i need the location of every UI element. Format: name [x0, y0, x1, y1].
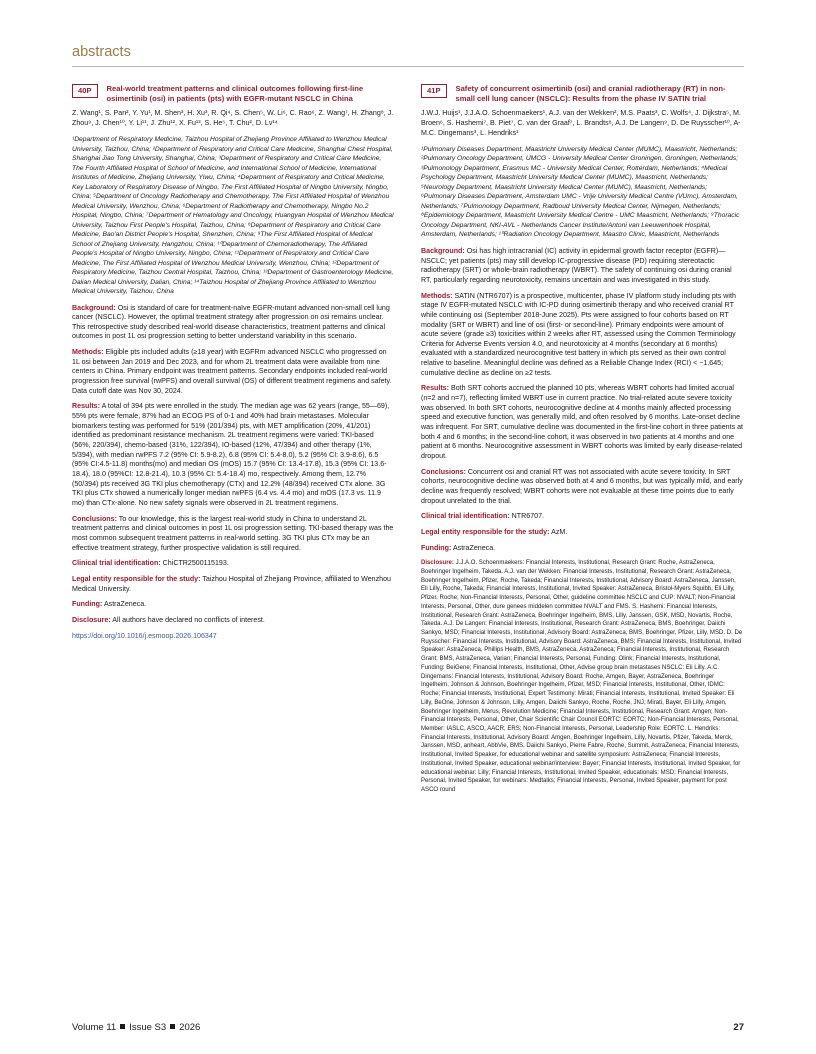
funding-label: Funding: — [421, 543, 452, 552]
conclusions-text: Concurrent osi and cranial RT was not associated with acute severe toxicity. In SRT cohorts, neurocognitive decline was observed both at 4 and 6 months, but was typically mild, and early decline was frequently resolved; WBRT cohorts were not evaluable at these time points due to early dropout unrelated to the trial. — [421, 467, 743, 505]
conclusions-label: Conclusions: — [72, 514, 117, 523]
disclosure-text: All authors have declared no conflicts of interest. — [112, 615, 265, 624]
conclusions-section — [421, 468, 743, 507]
background-label: Background: — [421, 246, 465, 255]
disclosure-section — [72, 616, 394, 626]
methods-section — [421, 292, 743, 379]
methods-text: Eligible pts included adults (≥18 year) with EGFRm advanced NSCLC who progressed on 1L osi between Jan 2019 and Dec 2023, and for whom 2L treatment data were available from nine centers in China. Primary endpoint was treatment patterns. Secondary endpoints included real-world progression free survival (rwPFS) and overall survival (OS) of different treatment regimens and safety. Data cutoff date was Nov 30, 2024. — [72, 348, 392, 395]
abstract-40P — [72, 84, 394, 640]
methods-label: Methods: — [421, 291, 453, 300]
abstract-header — [421, 84, 743, 103]
abstract-title: Safety of concurrent osimertinib (osi) and cranial radiotherapy (RT) in non-small cell lung cancer (NSCLC): Results from the phase IV SATIN trial — [455, 84, 726, 103]
funding-section — [421, 544, 743, 554]
separator-square-icon — [170, 1024, 175, 1029]
volume: Volume 11 — [72, 1022, 117, 1033]
issue: Issue S3 — [129, 1022, 167, 1033]
trial-id-text: NTR6707. — [511, 512, 545, 521]
results-section — [72, 402, 394, 508]
author-list: Z. Wang¹, S. Pan², Y. Yu¹, M. Shen³, H. Xu³, R. Qi⁴, S. Chen⁵, W. Li⁶, C. Rao⁶, Z. Wang⁷, H. Zhang⁸, J. Zhou⁹, J. Chen¹⁰, Y. Li¹¹, J. Zhu¹², X. Fu¹³, S. He⁵, T. Chu², D. Lv¹⁴ — [72, 109, 394, 128]
abstract-id: 40P — [72, 84, 98, 98]
methods-label: Methods: — [72, 348, 104, 357]
legal-entity-section — [72, 575, 394, 594]
funding-section — [72, 600, 394, 610]
affiliations: ¹Department of Respiratory Medicine, Taizhou Hospital of Zhejiang Province Affiliated to Wenzhou Medical University, Taizhou, China; ²Department of Respiratory and Critical Care Medicine, Shanghai Chest Hospital, Shanghai Jiao Tong University, Shanghai, China; ³Department of Respiratory and Critical Care Medicine, The Fourth Affiliated Hospital of School of Medicine, and International School of Medicine, International Institutes of Medicine, Zhejiang University, Yiwu, China; ⁴Department of Respiratory and Critical Medicine, Key Laboratory of Respiratory Disease of Ningbo, The First Affiliated Hospital of Ningbo University, Ningbo, China; ⁵Department of Oncology Radiotherapy and Chemotherapy, The First Affiliated Hospital of Wenzhou Medical University, Wenzhou, China; ⁶Department of Radiotherapy and Chemotherapy, Ningbo No.2 Hospital, Ningbo, China; ⁷Department of Hematology and Oncology, Huangyan Hospital of Wenzhou Medical University, Taizhou First People's Hospital, Taizhou, China; ⁸Department of Respiratory and Critical Care Medicine, Bao'an District People's Hospital, Shenzhen, China; ⁹The First Affiliated Hospital of Medical School of Zhejiang University, Hangzhou, China; ¹⁰Department of Chemoradiotherapy, The Affiliated People's Hospital of Ningbo University, Ningbo, China; ¹¹Department of Respiratory and Critical Care Medicine, The First Affiliated Hospital of Wenzhou Medical University, Wenzhou, China; ¹²Department of Respiratory Medicine, Taizhou Central Hospital, Taizhou, China; ¹³Department of Gastroenterology Medicine, Dalian Medical University, Dalian, China; ¹⁴Taizhou Hospital of Zhejiang Province Affiliated to Wenzhou Medical University, Taizhou, China — [72, 136, 394, 295]
trial-id-label: Clinical trial identification: — [421, 512, 510, 521]
disclosure-section — [421, 559, 743, 794]
disclosure-label: Disclosure: — [72, 615, 111, 624]
disclosure-text: J.J.A.O. Schoenmaekers: Financial Interests, Institutional, Research Grant: Roche, AstraZeneca, Boehringer Ingelheim, Takeda. A.J. van der Wekken: Financial Interests, Institutional, Research Grant: AstraZeneca, Boehringer Ingelheim, Pfizer, Roche, Takeda; Financial Interests, Institutional, Advisory Board: AstraZeneca, Janssen, Eli Lilly, Roche, Takeda; Financial Interests, Institutional, Invited Speaker: AstraZeneca, Bristol-Myers Squibb, Eli Lilly, Pfizer, Roche; Non-Financial Interests, Personal, Other, guideline committee NSCLC and CUP: NVALT; Non-Financial Interests, Personal, Other, dure genees middelen committee NVALT and FMS. S. Hashemi: Financial Interests, Institutional, Research Grant: AstraZeneca, Boehringer Ingelheim, BMS, Lilly, Janssen, GSK, MSD, Novartis, Roche, Takeda. A.J. De Langen: Financial Interests, Institutional, Research Grant: AstraZeneca, BMS, Boehringer, Daiichi Sankyo, MSD; Financial Interests, Institutional, Advisory Board: AstraZeneca, BMS, Boehringer, Pfizer, Lilly, MSD. D. De Ruysscher: Financial Interests, Institutional, Advisory Board: AstraZeneca, BMS; Financial Interests, Institutional, Invited Speaker: AstraZeneca, Phillips Health, BMS, AstraZeneca, AstraZeneca; Financial Interests, Institutional, Research Grant: BMS, AstraZeneca, Varian; Financial Interests, Personal, Funding: Olink; Financial Interests, Institutional, Funding: BeiGene; Financial Interests, Institutional, Other, Advise group brain metastases NSCLC: Eli Lilly. A.C. Dingemans: Financial Interests, Institutional, Advisory Board: Roche, Amgen, Bayer, AstraZeneca, Boehringer Ingelheim, Johnson & Johnson, Boehringer Ingelheim, Pfizer, MSD; Financial Interests, Institutional, Other, IDMC: Roche; Financial Interests, Institutional, Expert Testimony: Mirati; Financial Interests, Institutional, Invited Speaker: Eli Lilly, BeOne, Johnson & Johnson, Lilly, Amgen, Daiichi Sankyo, Roche, Roche, JNJ, Mirati, Bayer, Eli Lilly, Amgen, Boehringer Ingelheim, Merus, Revolution Medicine; Financial Interests, Institutional, Research Grant: Amgen; Non-Financial Interests, Personal, Other, Chair Scientific Chair Council EORTC: EORTC; Non-Financial Interests, Personal, Member: IASLC, ASCO, AACR, ERS; Non-Financial Interests, Personal, Leadership Role: EORTC. L. Hendriks: Financial Interests, Institutional, Advisory Board: Amgen, Boehringer Ingelheim, Lilly, Novartis, Pfizer, Takeda, Merck, Janssen, MSD, anheart, AbbVie, BMS, Daiichi Sankyo, Pierre Fabre, Roche, Summit, AstraZeneca; Financial Interests, Institutional, Invited Speaker, for educational webinar and satellite symposium: AstraZeneca; Financial Interests, Institutional, Invited Speaker, educational webinar/interview: Bayer; Financial Interests, Institutional, Invited Speaker, for educational webinar: Lilly; Financial Interests, Institutional, Invited Speaker, educationals: MSD; Financial Interests, Personal, Invited Speaker, for webinars: Medtalks; Financial Interests, Personal, Invited Speaker, payment for post ASCO round — [421, 560, 743, 793]
background-text: Osi has high intracranial (IC) activity in epidermal growth factor receptor (EGFR)—NSCLC; yet patients (pts) may still develop IC-progressive disease (PD) requiring stereotactic radiotherapy (SRT) or whole-brain radiotherapy (WBRT). The safety of continuing osi during cranial RT, particularly regarding neurotoxicity, remains uncertain and was investigated in this study. — [421, 246, 732, 284]
background-section — [72, 304, 394, 343]
legal-entity-label: Legal entity responsible for the study: — [421, 527, 550, 536]
results-text: A total of 394 pts were enrolled in the study. The median age was 62 years (range, 55—69), 55% pts were female, 87% had an ECOG PS of 0-1 and 40% had brain metastases. Molecular biomarkers testing was performed for 51% (201/394) pts, with MET amplification (20%, 41/201) identified as predominant resistance mechanism. 2L treatment regimens were varied: TKI-based (56%, 220/394), chemo-based (31%, 122/394), IO-based (12%, 47/394) and other therapy (1%, 5/394), with median rwPFS 7.2 (95% CI: 5.9-8.2), 6.8 (95% CI: 5.4-8.0), 5.2 (95% CI: 3.9-8.6), 6.5 (95% CI:4.5-11.8) months(mo) and median OS (mOS) 15.7 (95% CI: 13.4-17.8), 15.3 (95% CI: 13.6-18.4), 18.0 (95%CI: 12.8-21.4), 10.3 (95% CI: 5.4-18.4) mo, respectively. Among them, 12.7% (50/394) pts received 3G TKI plus chemotherapy (CTx) and 12.2% (48/394) received CTx alone. 3G TKI plus CTx showed a numerically longer median rwPFS (6.4 vs. 4.4 mo) and mOS (17.3 vs. 11.9 mo) than CTx-alone. No new safety signals were observed in 2L treatment regimens. — [72, 402, 390, 507]
footer-volume-issue — [72, 1022, 200, 1033]
separator-square-icon — [120, 1024, 125, 1029]
trial-id-label: Clinical trial identification: — [72, 559, 161, 568]
funding-label: Funding: — [72, 600, 103, 609]
trial-id-section — [421, 512, 743, 522]
trial-id-section — [72, 559, 394, 569]
funding-text: AstraZeneca. — [103, 600, 147, 609]
legal-entity-section — [421, 528, 743, 538]
conclusions-label: Conclusions: — [421, 467, 466, 476]
methods-text: SATIN (NTR6707) is a prospective, multicenter, phase IV platform study including pts with stage IV EGFR-mutated NSCLC with IC-PD during osimertinib therapy and who received cranial RT while continuing osi (September 2018-June 2025). Pts were assigned to four cohorts based on RT modality (SRT or WBRT) and line of osi (first- or second-line). Primary endpoints were amount of acute severe (grade ≥3) toxicities within 2 weeks after RT, assessed using the Common Terminology Criteria for Adverse Events version 4.0, and neurotoxicity at 4 months (secondary at 6 months) evaluated with a standardized neurocognitive test battery in which pts served as their own control relative to baseline. Meaningful decline was defined as a Reliable Change Index (RCI) < −1.645; cumulative decline as decline on ≥2 tests. — [421, 291, 736, 377]
abstract-41P — [421, 84, 743, 801]
page-number: 27 — [733, 1022, 744, 1033]
disclosure-label: Disclosure: — [421, 560, 454, 567]
doi-link[interactable]: https://doi.org/10.1016/j.esmoop.2026.106347 — [72, 631, 217, 640]
abstract-id: 41P — [421, 84, 447, 98]
legal-entity-text: Taizhou Hospital of Zhejiang Province, affiliated to Wenzhou Medical University. — [72, 574, 391, 593]
abstract-title: Real-world treatment patterns and clinical outcomes following first-line osimertinib (osi) in patients (pts) with EGFR-mutant NSCLC in China — [106, 84, 364, 103]
affiliations: ¹Pulmonary Diseases Department, Maastricht University Medical Center (MUMC), Maastricht, Netherlands; ²Pulmonary Oncology Department, UMCG - University Medical Center Groningen, Groningen, Netherlands; ³Pulmonology Department, Erasmus MC - University Medical Center, Rotterdam, Netherlands; ⁴Medical Psychology Department, Maastricht University Medical Center (MUMC), Maastricht, Netherlands; ⁵Neurology Department, Maastricht University Medical Center (MUMC), Maastricht, Netherlands; ⁶Pulmonary Diseases Department, Amsterdam UMC - Vrije University Medical Centre (VUmc), Amsterdam, Netherlands; ⁷Pulmonology Department, Radboud University Medical Center, Nijmegen, Netherlands; ⁸Epidemiology Department, Maastricht University Medical Centre - UMC Maastricht, Netherlands; ⁹Thoracic Oncology Department, NKI-AVL - Netherlands Cancer Institute/Antoni van Leeuwenhoek Hospital, Amsterdam, Netherlands; ¹⁰Radiation Oncology Department, Maastro Clinic, Maastricht, Netherlands — [421, 145, 740, 239]
results-text: Both SRT cohorts accrued the planned 10 pts, whereas WBRT cohorts had limited accrual (n=2 and n=7), reflecting limited WBRT use in current practice. No trial-related acute severe toxicity was observed. In both SRT cohorts, neurocognitive decline at 4 months mainly affected processing speed and executive function, was generally mild, and often resolved by 6 months. Late-onset decline was infrequent. For SRT, cumulative decline was documented in the first-line cohort in three patients at both 4 and 6 months; in the second-line cohort, it was observed in two patients at 4 months and one patient at 6 months. Neurocognitive assessment in WBRT cohorts was limited by early disease-related dropout. — [421, 384, 744, 461]
legal-entity-text: AzM. — [551, 527, 568, 536]
background-section — [421, 247, 743, 286]
results-label: Results: — [421, 384, 449, 393]
abstract-header — [72, 84, 394, 103]
conclusions-section — [72, 515, 394, 554]
author-list: J.W.J. Huijs¹, J.J.A.O. Schoenmaekers¹, A.J. van der Wekken², M.S. Paats³, C. Wolfs⁴, J. Dijkstra⁵, M. Broen⁶, S. Hashemi⁷, B. Piet⁷, C. van der Graaf⁷, L. Brandts⁸, A.J. De Langen⁹, D. De Ruysscher¹⁰, A-M.C. Dingemans³, L. Hendriks¹ — [421, 109, 741, 137]
results-section — [421, 384, 743, 461]
funding-text: AstraZeneca. — [452, 543, 496, 552]
header-rule — [72, 66, 744, 67]
background-label: Background: — [72, 303, 116, 312]
section-header: abstracts — [72, 44, 131, 60]
conclusions-text: To our knowledge, this is the largest real-world study in China to understand 2L treatment patterns and clinical outcomes in post 1L osi progression setting. TKI-based therapy was the most common subsequent treatment patterns in real-world setting. 3G TKI plus CTx may be an effective treatment strategy, further prospective validation is still required. — [72, 514, 394, 552]
background-text: Osi is standard of care for treatment-naïve EGFR-mutant advanced non-small cell lung cancer (NSCLC). However, the optimal treatment strategy after progression on osi remains unclear. This retrospective study described real-world disease characteristics, treatment patterns and clinical outcomes in post 1L osi progression setting to better understand variability in this scenario. — [72, 303, 390, 341]
trial-id-text: ChiCTR2500115193. — [162, 559, 229, 568]
results-label: Results: — [72, 402, 100, 411]
methods-section — [72, 348, 394, 396]
legal-entity-label: Legal entity responsible for the study: — [72, 574, 201, 583]
year: 2026 — [179, 1022, 201, 1033]
